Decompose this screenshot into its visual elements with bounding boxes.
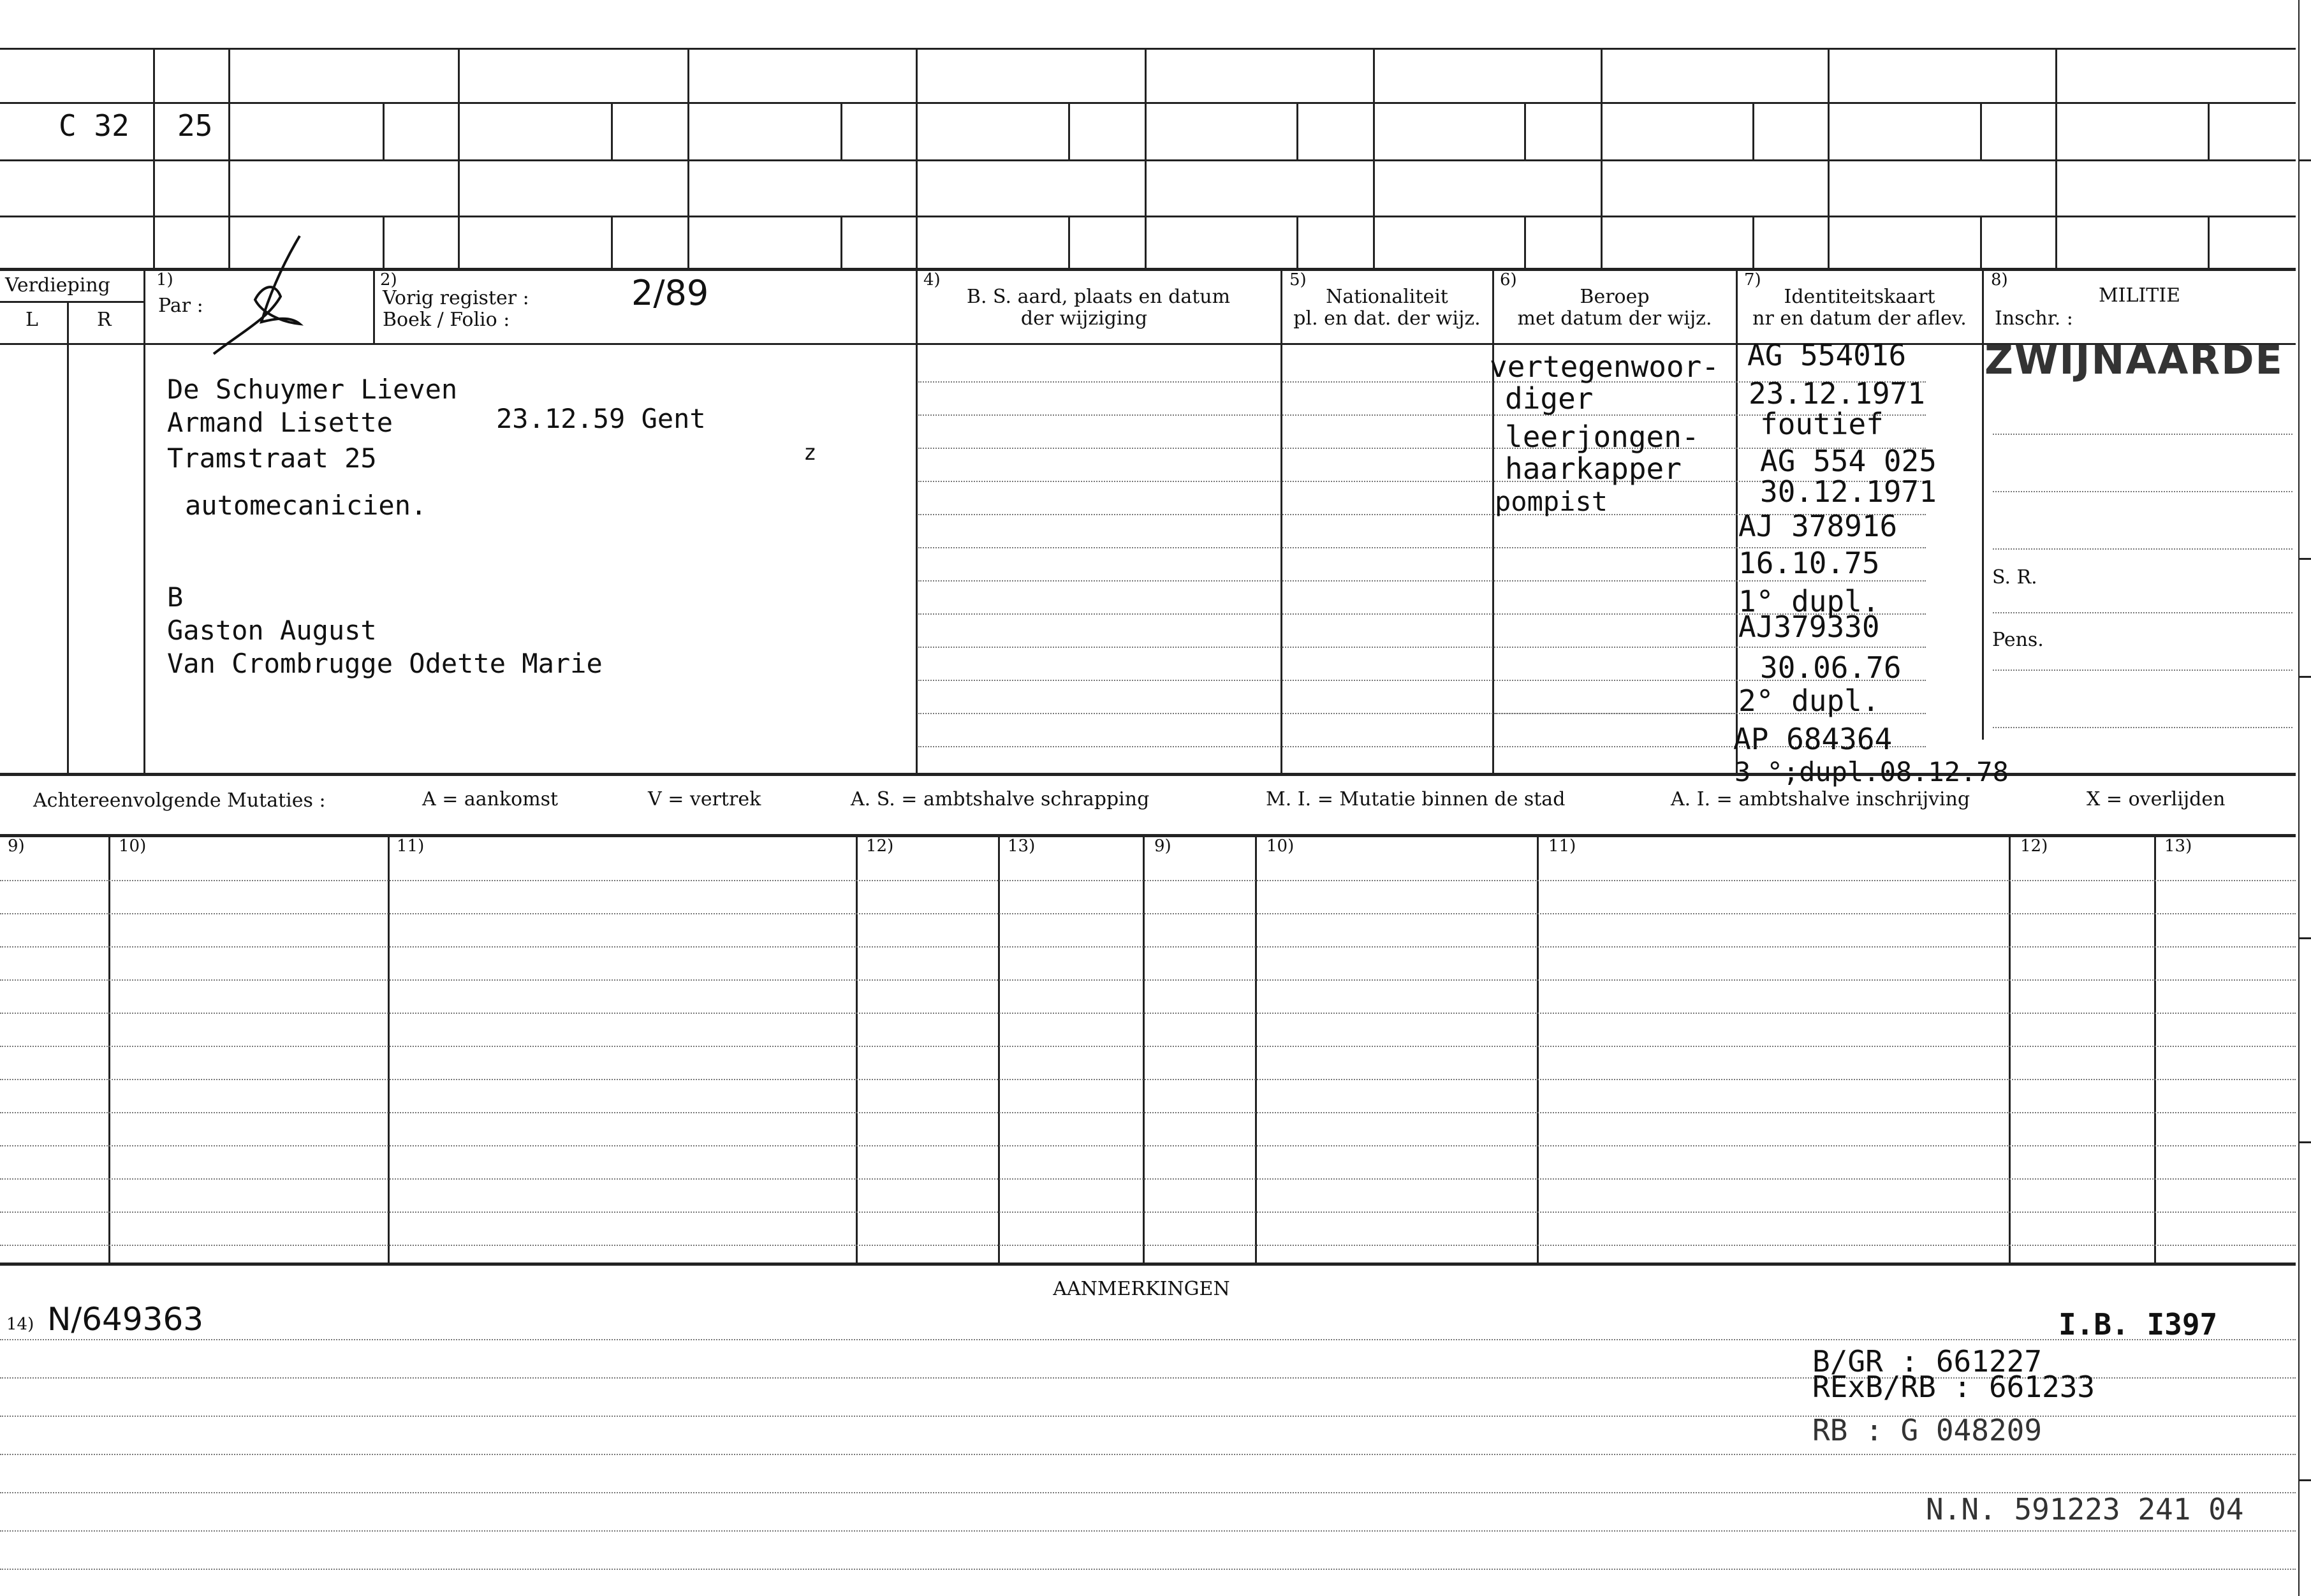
col4-label2: der wijziging [1020, 307, 1148, 330]
mut-col-13a: 13) [1008, 837, 1036, 856]
id-line-12: AP 684364 [1733, 722, 1893, 756]
verdieping-l: L [26, 309, 38, 331]
col2-value: 2/89 [631, 273, 709, 313]
col1-label: Par : [158, 295, 203, 317]
beroep-line-3: leerjongen- [1505, 420, 1699, 454]
beroep-line-5: pompist [1495, 486, 1608, 517]
mut-col-10b: 10) [1266, 837, 1295, 856]
mutaties-mi: M. I. = Mutatie binnen de stad [1266, 788, 1566, 810]
mut-col-11b: 11) [1548, 837, 1576, 856]
col5-label1: Nationaliteit [1326, 286, 1448, 308]
col5-num: 5) [1289, 270, 1307, 289]
id-line-13: 3 °;dupl.08.12.78 [1735, 756, 2009, 787]
id-line-4: AG 554 025 [1760, 444, 1937, 478]
person-line2-birth: 23.12.59 Gent [496, 403, 706, 434]
beroep-line-2: diger [1505, 381, 1594, 416]
aanmerkingen-nn: N.N. 591223 241 04 [1926, 1492, 2244, 1526]
mutaties-v: V = vertrek [648, 788, 761, 810]
mutaties-a: A = aankomst [422, 788, 559, 810]
person-line4: automecanicien. [185, 490, 427, 521]
person-line5: B [167, 582, 184, 613]
id-line-1: AG 554016 [1747, 338, 1907, 372]
header-number: 25 [177, 108, 213, 143]
aanmerkingen-title: AANMERKINGEN [1053, 1278, 1230, 1300]
id-line-2: 23.12.1971 [1749, 376, 1925, 411]
aanmerkingen-num: 14) [6, 1315, 34, 1334]
col8-num: 8) [1991, 270, 2008, 289]
aanmerkingen-bgr: B/GR : 661227 [1812, 1344, 2043, 1379]
mut-col-11a: 11) [397, 837, 425, 856]
mut-col-12a: 12) [866, 837, 894, 856]
person-line2-name: Armand Lisette [167, 407, 393, 438]
mut-col-13b: 13) [2164, 837, 2192, 856]
mutaties-x: X = overlijden [2087, 788, 2226, 810]
col5-label2: pl. en dat. der wijz. [1293, 307, 1481, 330]
col6-label2: met datum der wijz. [1517, 307, 1712, 330]
mut-col-12b: 12) [2020, 837, 2048, 856]
id-line-10: 30.06.76 [1760, 650, 1902, 685]
col4-num: 4) [923, 270, 941, 289]
militie-stamp: ZWIJNAARDE [1985, 337, 2284, 383]
aanmerkingen-n-number: N/649363 [47, 1301, 204, 1338]
header-code: C 32 [59, 108, 129, 143]
mutaties-label: Achtereenvolgende Mutaties : [33, 789, 326, 812]
col7-label1: Identiteitskaart [1784, 286, 1935, 308]
id-line-11: 2° dupl. [1738, 684, 1880, 718]
person-line6: Gaston August [167, 615, 377, 646]
col2-label2: Boek / Folio : [383, 309, 510, 331]
militie-pens-label: Pens. [1992, 629, 2044, 651]
mut-col-10a: 10) [119, 837, 147, 856]
mut-col-9a: 9) [8, 837, 25, 856]
col2-num: 2) [380, 270, 397, 289]
aanmerkingen-rb2: RB : G 048209 [1812, 1413, 2043, 1447]
col8-label2: Inschr. : [1995, 307, 2073, 330]
beroep-line-1: vertegenwoor- [1490, 349, 1720, 384]
person-line3-mark: z [803, 440, 817, 465]
militie-sr-label: S. R. [1992, 566, 2037, 589]
mut-col-9b: 9) [1154, 837, 1171, 856]
person-line3: Tramstraat 25 [167, 443, 377, 474]
person-line1: De Schuymer Lieven [167, 374, 458, 405]
aanmerkingen-ib: I.B. I397 [2058, 1307, 2218, 1342]
verdieping-r: R [97, 309, 112, 331]
col1-num: 1) [156, 270, 173, 289]
col6-label1: Beroep [1580, 286, 1650, 308]
id-line-3: foutief [1760, 407, 1884, 441]
id-line-6: AJ 378916 [1738, 509, 1898, 543]
person-line7: Van Crombrugge Odette Marie [167, 648, 603, 679]
col2-label1: Vorig register : [383, 287, 529, 309]
id-line-8: 1° dupl. [1738, 584, 1880, 619]
col6-num: 6) [1500, 270, 1517, 289]
id-line-9: AJ379330 [1738, 610, 1880, 644]
verdieping-label: Verdieping [5, 274, 110, 297]
id-line-5: 30.12.1971 [1760, 474, 1937, 509]
col7-label2: nr en datum der aflev. [1752, 307, 1967, 330]
id-line-7: 16.10.75 [1738, 546, 1880, 580]
col4-label1: B. S. aard, plaats en datum [966, 286, 1231, 308]
mutaties-ai: A. I. = ambtshalve inschrijving [1671, 788, 1970, 810]
aanmerkingen-rb1: RExB/RB : 661233 [1812, 1370, 2095, 1404]
col7-num: 7) [1744, 270, 1761, 289]
mutaties-as: A. S. = ambtshalve schrapping [851, 788, 1150, 810]
beroep-line-4: haarkapper [1505, 451, 1682, 486]
col8-label1: MILITIE [2098, 284, 2181, 307]
